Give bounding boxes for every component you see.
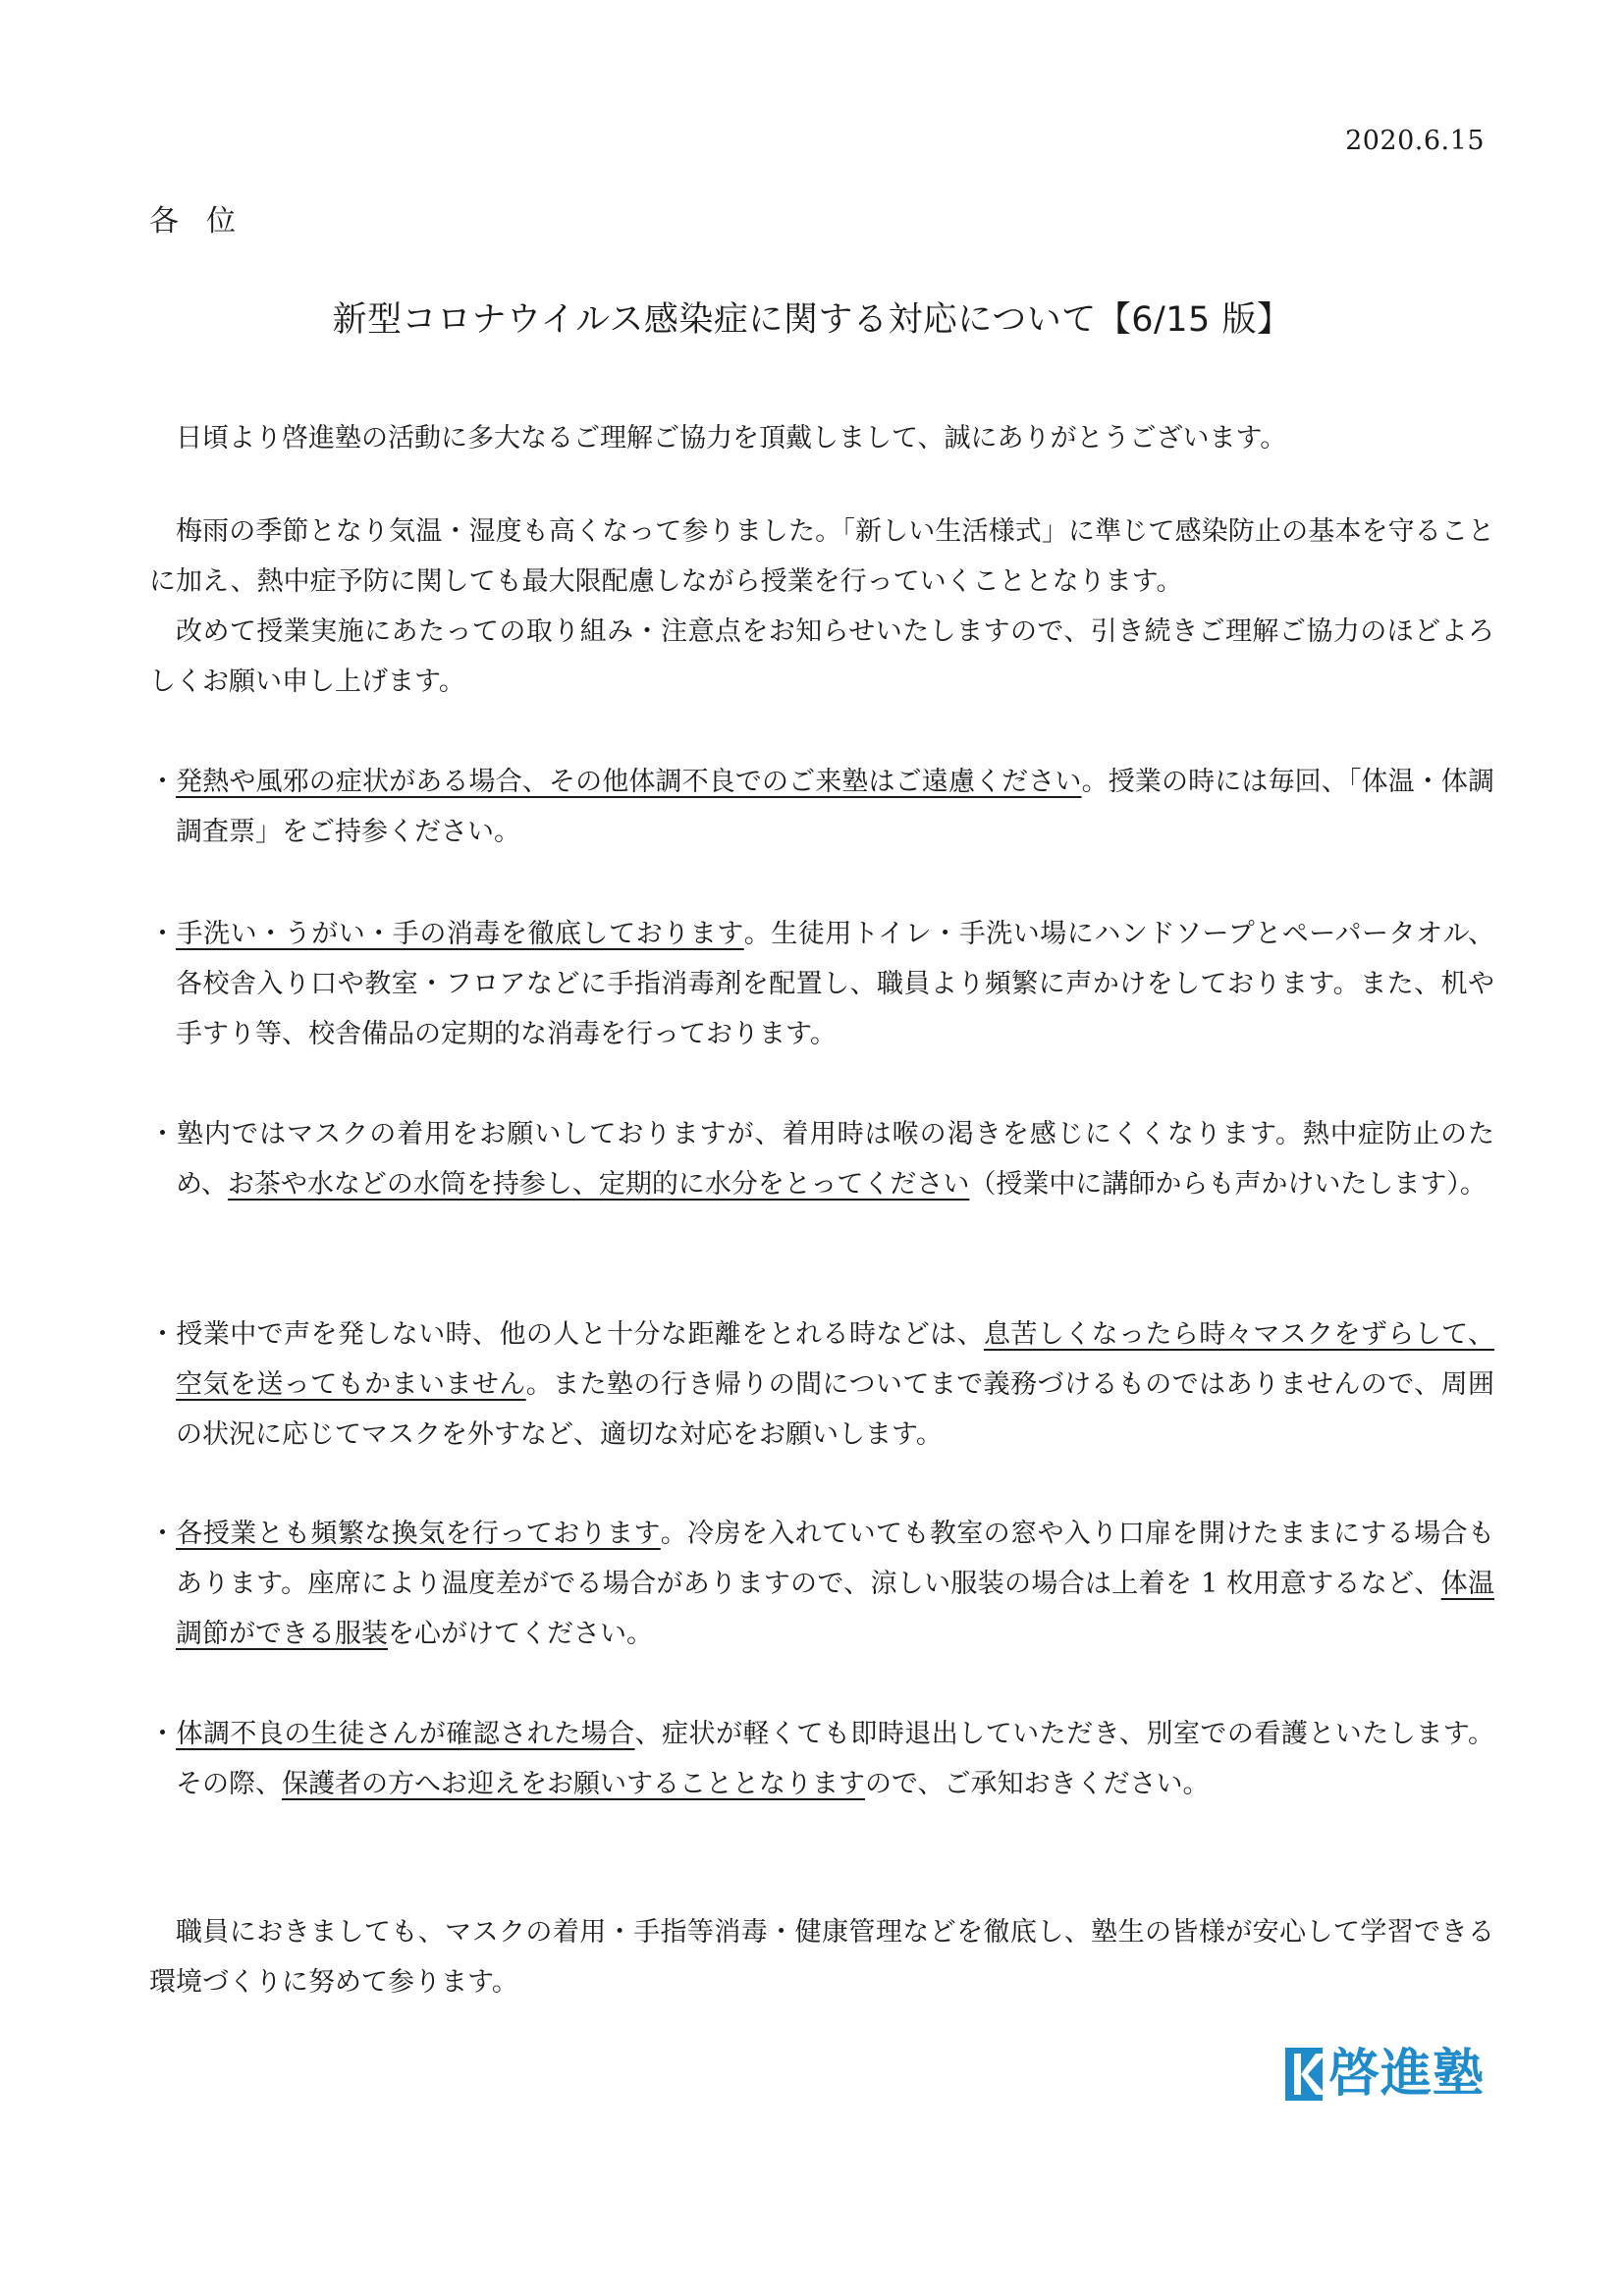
bullet-item-fever [149,757,1494,857]
intro-paragraph: 日頃より啓進塾の活動に多大なるご理解ご協力を頂戴しまして、誠にありがとうございます。 [176,423,1287,454]
bullet-item-mask-breathing [149,1309,1494,1460]
bullet-mark: ・ [149,1119,176,1149]
emphasis-text: 手洗い・うがい・手の消毒を徹底しております [176,919,744,949]
bullet-text: ので、ご承知おきください。 [865,1769,1210,1799]
document-title: 新型コロナウイルス感染症に関する対応について【6/15 版】 [332,300,1292,340]
notice-paragraph-a: 梅雨の季節となり気温・湿度も高くなって参りました。「新しい生活様式」に準じて感染防止の基本を守ることに加え、熱中症予防に関しても最大限配慮しながら授業を行っていくこととなります。 [149,516,1494,597]
bullet-text: （授業中に講師からも声かけいたします）。 [969,1169,1487,1200]
bullet-text: 。また塾の行き帰りの間についてまで義務づけるものではありませんので、周囲の状況に応じてマスクを外すなど、適切な対応をお願いします。 [176,1369,1495,1450]
notice-paragraph-b: 改めて授業実施にあたっての取り組み・注意点をお知らせいたしますので、引き続きご理解ご協力のほどよろしくお願い申し上げます。 [149,616,1494,697]
document-date: 2020.6.15 [1345,126,1485,156]
bullet-item-masks-hydration [149,1109,1494,1209]
bullet-text: 塾内ではマスクの着用をお願いしておりますが、着用時は喉の渇きを感じにくくなります。熱中症防止のため、 [176,1119,1494,1200]
bullet-text: 。冷房を入れていても教室の窓や入り口扉を開けたままにする場合もあります。座席により温度差がでる場合がありますので、涼しい服装の場合は上着を 1 枚用意するなど、 [176,1519,1495,1599]
bullet-item-ventilation [149,1509,1494,1659]
logo-mark-icon [1285,2048,1323,2101]
bullet-item-illness [149,1709,1494,1809]
emphasis-text: 体温調節ができる服装 [176,1569,1494,1649]
bullet-text: 。授業の時には毎回、「体温・体調調査票」をご持参ください。 [176,767,1495,847]
notice-paragraph [149,507,1494,707]
bullet-text: を心がけてください。 [388,1619,653,1649]
bullet-mark: ・ [149,767,176,797]
emphasis-text: 体調不良の生徒さんが確認された場合 [176,1719,635,1749]
emphasis-text: 保護者の方へお迎えをお願いすることとなります [282,1769,865,1799]
emphasis-text: お茶や水などの水筒を持参し、定期的に水分をとってください [227,1169,970,1200]
bullet-mark: ・ [149,1719,176,1749]
bullet-mark: ・ [149,919,176,949]
closing-paragraph: 職員におきましても、マスクの着用・手指等消毒・健康管理などを徹底し、塾生の皆様が安心して学習できる環境づくりに努めて参ります。 [149,1917,1494,1998]
bullet-text: 。生徒用トイレ・手洗い場にハンドソープとペーパータオル、各校舎入り口や教室・フロアなどに手指消毒剤を配置し、職員より頻繁に声かけをしております。また、机や手すり等、校舎備品の定期的な消毒を行っております。 [176,919,1494,1049]
emphasis-text: 息苦しくなったら時々マスクをずらして、空気を送ってもかまいません [176,1319,1495,1400]
bullet-text: 、症状が軽くても即時退出していただき、別室での看護といたします。その際、 [176,1719,1495,1799]
emphasis-text: 発熱や風邪の症状がある場合、その他体調不良でのご来塾はご遠慮ください [176,767,1082,797]
logo-text: 啓進塾 [1327,2045,1485,2104]
bullet-mark: ・ [149,1519,176,1549]
bullet-item-handwashing [149,909,1494,1059]
bullet-mark: ・ [149,1319,176,1350]
emphasis-text: 各授業とも頻繁な換気を行っております [176,1519,661,1549]
addressee: 各位 [149,204,263,239]
school-logo [1285,2045,1485,2104]
bullet-text: 授業中で声を発しない時、他の人と十分な距離をとれる時などは、 [176,1319,984,1350]
